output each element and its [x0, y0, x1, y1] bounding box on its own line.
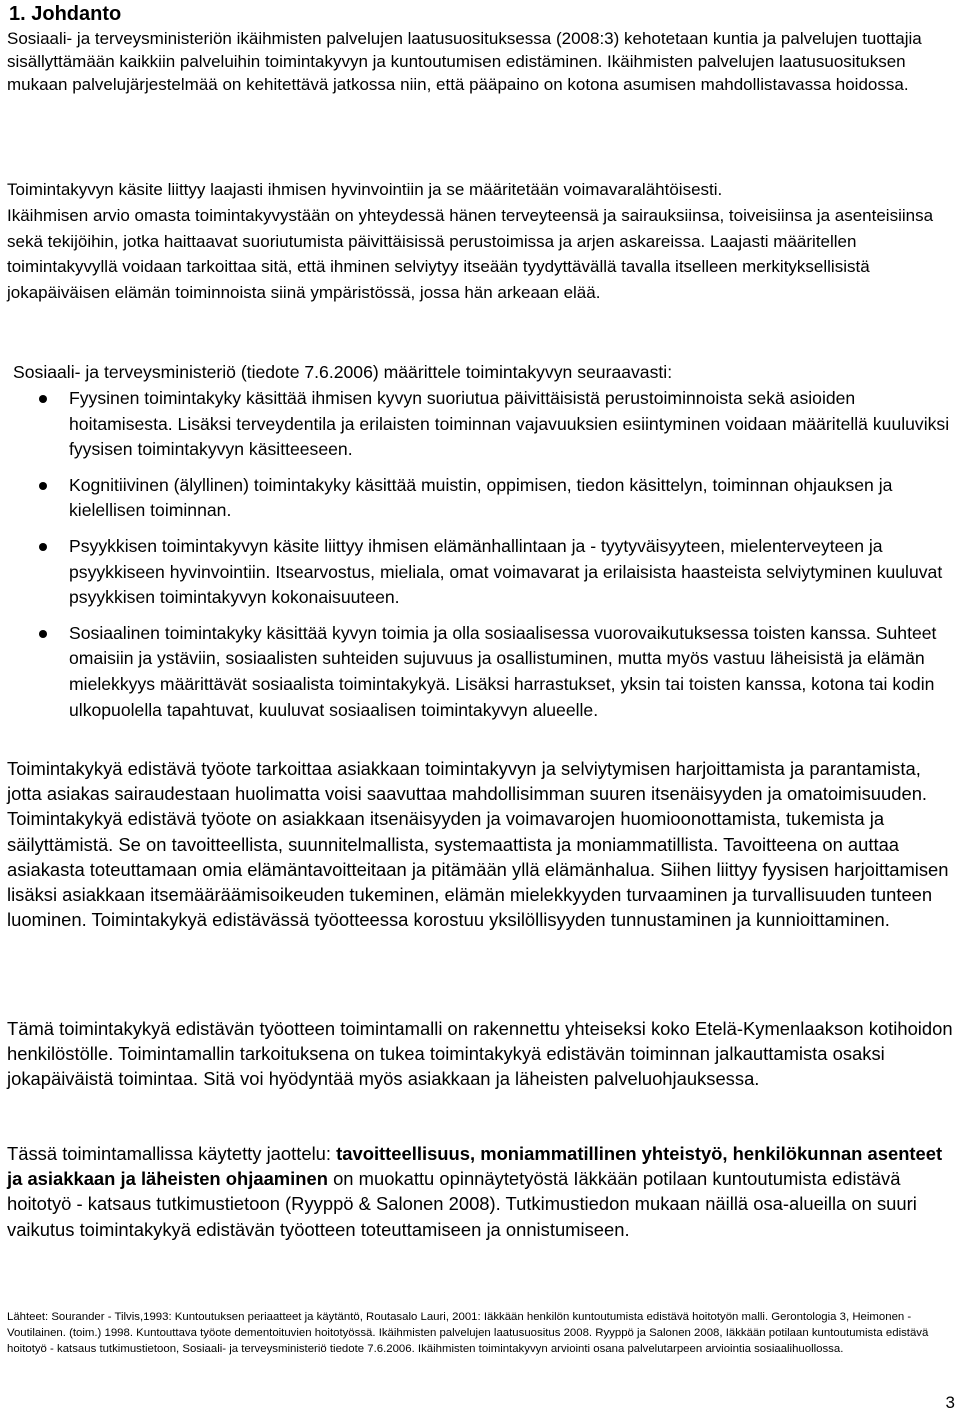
page-number: 3: [945, 1393, 955, 1412]
classification-bold-text: tavoitteellisuus, moniammatillinen yhteistyö, henkilökunnan asenteet ja asiakkaan ja läheisten ohjaaminen: [7, 1143, 943, 1190]
bullet-icon: [39, 395, 47, 403]
list-item: [0, 386, 960, 463]
capability-concept-paragraph: Toimintakyvyn käsite liittyy laajasti ihmisen hyvinvointiin ja se määritetään voimavaralähtöisesti.: [7, 180, 723, 199]
list-item: [0, 534, 960, 611]
capability-types-list: [0, 386, 960, 723]
operating-model-paragraph: Tämä toimintakykyä edistävän työotteen toimintamalli on rakennettu yhteiseksi koko Etelä-Kymenlaakson kotihoidon henkilöstölle. Toimintamallin tarkoituksena on tukea toimintakykyä edistävän toiminnan jalkauttamista osaksi jokapäiväistä toimintaa. Sitä voi hyödyntää myös asiakkaan ja läheisten palveluohjauksessa.: [7, 1018, 953, 1090]
section-heading: 1. Johdanto: [9, 3, 122, 25]
references-footnote: Lähteet: Sourander - Tilvis,1993: Kuntoutuksen periaatteet ja käytäntö, Routasalo Lauri, 2001: Iäkkään henkilön kuntoutumista edistävä hoitotyön malli. Gerontologia 3, Heimonen - Voutilainen. (toim.) 1998. Kuntouttava työote dementoituvien hoitotyössä. Ikäihmisten palvelujen laatusuositus 2008. Ryyppö ja Salonen 2008, Iäkkään potilaan kuntoutumista edistävä hoitotyö - katsaus tutkimustietoon, Sosiaali- ja terveysministeriö tiedote 7.6.2006. Ikäihmisten toimintakyvyn arviointi osana palvelutarpeen arviointia sosiaalihuollossa.: [7, 1311, 929, 1355]
bullet-icon: [39, 482, 47, 490]
bullet-icon: [39, 543, 47, 551]
self-assessment-paragraph: Ikäihmisen arvio omasta toimintakyvystään on yhteydessä hänen terveyteensä ja sairauksiinsa, toiveisiinsa ja asenteisiinsa sekä tekijöihin, jotka haittaavat suoriutumista päivittäisissä perustoimissa ja arjen askareissa. Laajasti määritellen toimintakyvyllä voidaan tarkoittaa sitä, että ihminen selviytyy itseään tyydyttävällä tavalla itselleen merkityksellisistä jokapäiväisen elämän toiminnoista siinä ympäristössä, jossa hän arkeaan elää.: [7, 206, 934, 302]
classification-paragraph: [7, 1141, 957, 1242]
intro-paragraph: Sosiaali- ja terveysministeriön ikäihmisten palvelujen laatusuosituksessa (2008:3) kehotetaan kuntia ja palvelujen tuottajia sisällyttämään kaikkiin palveluihin toimintakyvyn ja kuntoutumisen edistäminen. Ikäihmisten palvelujen laatusuosituksen mukaan palvelujärjestelmää on kehitettävä jatkossa niin, että pääpaino on kotona asumisen mahdollistavassa hoidossa.: [7, 29, 922, 95]
classification-rest-text: on muokattu opinnäytetyöstä Iäkkään potilaan kuntoutumista edistävä hoitotyö - katsaus tutkimustietoon (Ryyppö & Salonen 2008). Tutkimustiedon mukaan näillä osa-alueilla on suuri vaikutus toimintakykyä edistävän työotteen toteuttamiseen ja onnistumiseen.: [7, 1168, 917, 1240]
list-item: [0, 621, 960, 723]
ministry-definition-paragraph: Sosiaali- ja terveysministeriö (tiedote 7.6.2006) määrittele toimintakyvyn seuraavasti:: [13, 362, 673, 382]
working-approach-paragraph: Toimintakykyä edistävä työote tarkoittaa asiakkaan toimintakyvyn ja selviytymisen harjoittamista ja parantamista, jotta asiakas sairaudestaan huolimatta voisi saavuttaa mahdollisimman suuren itsenäisyyden ja omatoimisuuden. Toimintakykyä edistävä työote on asiakkaan itsenäisyyden ja voimavarojen huomioonottamista, tukemista ja säilyttämistä. Se on tavoitteellista, suunnitelmallista, systemaattista ja moniammatillista. Tavoitteena on auttaa asiakasta toteuttamaan omia elämäntavoitteitaan ja pitämään yllä elämänhalua. Siihen liittyy fyysisen harjoittamisen lisäksi asiakkaan itsemääräämisoikeuden tukeminen, elämän mielekkyyden turvaaminen ja turvallisuuden tunteen luominen. Toimintakykyä edistävässä työotteessa korostuu yksilöllisyyden tunnustaminen ja kunnioittaminen.: [7, 758, 949, 931]
list-item-text: Kognitiivinen (älyllinen) toimintakyky käsittää muistin, oppimisen, tiedon käsittelyn, toiminnan ohjauksen ja kielellisen toiminnan.: [69, 474, 893, 521]
classification-intro-text: Tässä toimintamallissa käytetty jaottelu:: [7, 1143, 337, 1164]
list-item-text: Psyykkisen toimintakyvyn käsite liittyy ihmisen elämänhallintaan ja - tyytyväisyyteen, mielenterveyteen ja psyykkiseen hyvinvointiin. Itsearvostus, mieliala, omat voimavarat ja erilaisista haasteista selviytyminen kuuluvat psyykkisen toimintakyvyn kokonaisuuteen.: [69, 535, 943, 608]
list-item: [0, 473, 960, 524]
list-item-text: Sosiaalinen toimintakyky käsittää kyvyn toimia ja olla sosiaalisessa vuorovaikutuksessa toisten kanssa. Suhteet omaisiin ja ystäviin, sosiaalisten suhteiden sujuvuus ja osallistuminen, mutta myös vastuu läheisistä ja elämän mielekkyys määrittävät sosiaalista toimintakykyä. Lisäksi harrastukset, yksin tai toisten kanssa, kotona tai kodin ulkopuolella tapahtuvat, kuuluvat sosiaalisen toimintakyvyn alueelle.: [69, 622, 937, 720]
list-item-text: Fyysinen toimintakyky käsittää ihmisen kyvyn suoriutua päivittäisistä perustoiminnoista sekä asioiden hoitamisesta. Lisäksi terveydentila ja erilaisten toiminnan vajavuuksien esiintyminen voidaan määritellä kuuluviksi fyysisen toimintakyvyn käsitteeseen.: [69, 388, 950, 460]
bullet-icon: [39, 630, 47, 638]
